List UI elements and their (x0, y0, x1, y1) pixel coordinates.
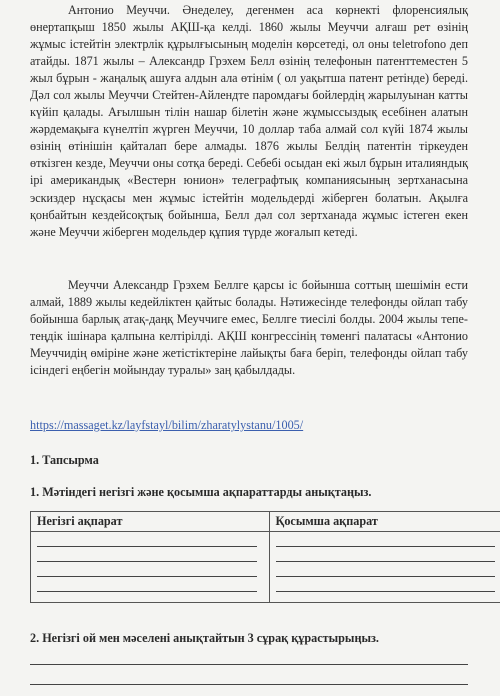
writing-line (37, 547, 257, 562)
header-additional-info: Қосымша ақпарат (269, 512, 500, 532)
main-info-cell[interactable] (31, 532, 270, 603)
writing-line (37, 532, 257, 547)
info-table (30, 511, 500, 603)
source-link[interactable]: https://massaget.kz/layfstayl/bilim/zharatylystanu/1005/ (30, 418, 304, 432)
question-1: 1. Мәтіндегі негізгі және қосымша ақпараттарды анықтаңыз. (30, 485, 372, 499)
writing-line (276, 577, 496, 592)
task-heading: 1. Тапсырма (30, 453, 99, 467)
question-2: 2. Негізгі ой мен мәселені анықтайтын 3 сұрақ құрастырыңыз. (30, 631, 379, 645)
table-header-row (31, 512, 500, 532)
answer-line[interactable] (30, 684, 468, 685)
writing-line (276, 562, 496, 577)
paragraph-meucci-history: Антонио Меуччи. Әнеделеу, дегенмен аса көрнекті флоренсиялық өнертапқыш 1850 жылы АҚШ-қа келді. 1860 жылы Меуччи алғаш рет өзінің жұмыс істейтін электрлік құрылғысының моделін көрсетеді, ол оны teletrofono деп атайды. 1871 жылы – Александр Грэхем Белл өзінің телефонын патенттеместен 5 жыл бұрын - жаңалық ашуға алдын ала өтінім ( ол уақытша патент ретінде) береді. Дәл сол жылы Меуччи Стейтен-Айлендте паромдағы бойлердің жарылуынан катты күйіп қалады. Ағылшын тілін нашар білетін және жұмыссыздық есебінен алатын жәрдемақыға күнелтіп жүрген Меуччи, 10 доллар таба алмай сол күйі 1874 жылы өзінің өтінішін қайталап бере алмады. 1876 жылы Белдің патентін тіркеуден өткізген кезде, Меуччи оны сотқа береді. Себебі осыдан екі жыл бұрын италияндық ірі американдық «Вестерн юнион» телеграфтық компаниясының зертханасына эскиздер нұсқасы мен жұмыс істейтін модельдерді жіберген болатын. Ақылға қонбайтын кездейсоқтық бойынша, Белл дәл сол зертханада жұмыс істеген екен және Меуччи жіберген модельдер құпия түрде жоғалып кетеді. (30, 3, 468, 239)
answer-line[interactable] (30, 664, 468, 665)
header-main-info: Негізгі ақпарат (31, 512, 270, 532)
writing-line (37, 577, 257, 592)
table-answer-row (31, 532, 500, 603)
writing-line (276, 547, 496, 562)
writing-line (276, 532, 496, 547)
writing-line (37, 562, 257, 577)
paragraph-meucci-death: Меуччи Александр Грэхем Беллге қарсы іс бойынша соттың шешімін ести алмай, 1889 жылы кедейліктен қайтыс болады. Нәтижесінде телефонды ойлап табу бойынша барлық атақ-даңқ Меуччиге емес, Беллге тиесілі болды. 2004 жылы тепе-теңдік ішінара қалпына келтірілді. АҚШ конгрессінің төменгі палатасы «Антонио Меуччидің өміріне және жетістіктеріне лайықты баға беріп, телефонды ойлап табу ісіндегі еңбегін мойындау туралы» заң қабылдады. (30, 278, 468, 378)
additional-info-cell[interactable] (269, 532, 500, 603)
